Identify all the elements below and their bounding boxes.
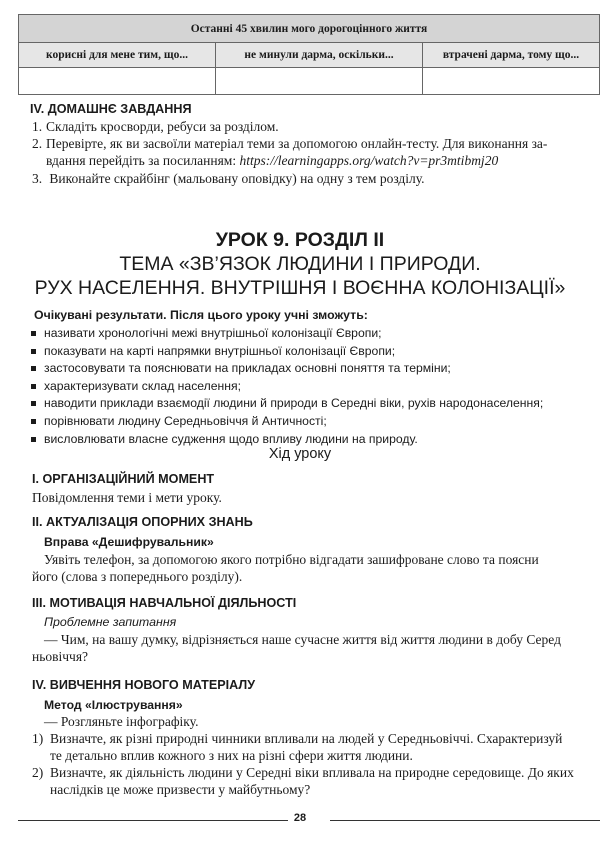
table-header-cell: втрачені дарма, тому що... [423,43,600,68]
bullet-square-icon [31,331,36,336]
section-3-line: ньовіччя? [32,649,89,664]
course-heading: Хід уроку [268,446,332,462]
section-3-subheading: Проблемне запитання [44,615,177,629]
section-2-line: його (слова з попереднього розділу). [32,569,243,584]
list-item [30,344,543,362]
page-number-text: 28 [288,812,312,824]
section-1-heading: I. ОРГАНІЗАЦІЙНИЙ МОМЕНТ [32,472,215,486]
table-cell [216,68,423,95]
table-cell [423,68,600,95]
list-item-text: порівнювати людину Середньовіччя й Античності; [44,413,327,428]
item-number: 1) [32,731,44,746]
item-text: Визначте, як різні природні чинники впливали на людей у Середньовіччі. Схарактеризуй [50,731,563,746]
table-header-cell: не минули дарма, оскільки... [216,43,423,68]
list-item-text: висловлювати власне судження щодо впливу людини на природу. [44,431,418,446]
reflection-table [18,14,600,95]
section-2-method: Вправа «Дешифрувальник» [44,535,214,549]
item-number: 1. [32,119,43,134]
item-number: 2. [32,136,43,151]
lesson-topic-line2: РУХ НАСЕЛЕННЯ. ВНУТРІШНЯ І ВОЄННА КОЛОНІЗАЦІЇ» [34,277,566,299]
item-number: 3. [32,171,43,186]
section-2-heading: II. АКТУАЛІЗАЦІЯ ОПОРНИХ ЗНАНЬ [32,515,253,529]
item-text: вдання перейдіть за посиланням: [46,153,240,168]
list-item-text: характеризувати склад населення; [44,378,241,393]
table-cell [19,68,216,95]
lesson-number-title: УРОК 9. РОЗДІЛ ІІ [215,229,385,251]
item-number: 2) [32,765,44,780]
section-4-item-continuation: наслідків це може призвести у майбутньому? [50,782,311,797]
section-4-intro: — Розгляньте інфографіку. [44,714,199,729]
table-header-cell: корисні для мене тим, що... [19,43,216,68]
item-text: Складіть кросворди, ребуси за розділом. [46,119,279,134]
list-item [30,361,543,379]
learningapps-link[interactable]: https://learningapps.org/watch?v=pr3mtibmj20 [239,153,499,168]
expected-results-list [30,326,543,449]
section-3-heading: III. МОТИВАЦІЯ НАВЧАЛЬНОЇ ДІЯЛЬНОСТІ [32,596,297,610]
homework-item [32,136,600,152]
list-item-text: наводити приклади взаємодії людини й природи в Середні віки, рухів народонаселення; [44,396,544,411]
lesson-topic-line1: ТЕМА «ЗВ’ЯЗОК ЛЮДИНИ І ПРИРОДИ. [119,253,481,275]
list-item-text: застосовувати та пояснювати на прикладах основні поняття та терміни; [44,361,451,376]
bullet-square-icon [31,401,36,406]
section-4-item [32,731,600,747]
item-text: Виконайте скрайбінг (мальовану оповідку) на одну з тем розділу. [46,171,425,186]
list-item-text: показувати на карті напрямки внутрішньої колонізації Європи; [44,343,396,358]
list-item-text: називати хронологічні межі внутрішньої колонізації Європи; [44,326,382,340]
section-3-line: — Чим, на вашу думку, відрізняється наше сучасне життя від життя людини в добу Серед [44,632,561,647]
list-item [30,326,543,344]
list-item [30,379,543,397]
list-item [30,414,543,432]
homework-item-continuation [46,153,600,169]
homework-item [32,119,600,135]
list-item [30,396,543,414]
bullet-square-icon [31,437,36,442]
section-4-item [32,765,600,781]
item-text: Визначте, як діяльність людини у Середні віки впливала на природне середовище. До яких [50,765,574,780]
page-number [0,812,600,824]
item-text: Перевірте, як ви засвоїли матеріал теми за допомогою онлайн-тесту. Для виконання за- [46,136,548,151]
bullet-square-icon [31,384,36,389]
bullet-square-icon [31,349,36,354]
homework-heading: IV. ДОМАШНЄ ЗАВДАННЯ [30,102,192,116]
section-1-text: Повідомлення теми і мети уроку. [32,490,222,505]
bullet-square-icon [31,366,36,371]
expected-results-heading: Очікувані результати. Після цього уроку учні зможуть: [34,308,368,322]
bullet-square-icon [31,419,36,424]
section-4-method: Метод «Ілюстрування» [44,698,183,712]
section-4-heading: IV. ВИВЧЕННЯ НОВОГО МАТЕРІАЛУ [32,678,256,692]
homework-item [32,171,600,187]
table-title: Останні 45 хвилин мого дорогоцінного життя [19,15,600,43]
section-2-line: Уявіть телефон, за допомогою якого потрібно відгадати зашифроване слово та поясни [44,552,539,567]
section-4-item-continuation: те детально вплив кожного з них на різні сфери життя людини. [50,748,413,763]
